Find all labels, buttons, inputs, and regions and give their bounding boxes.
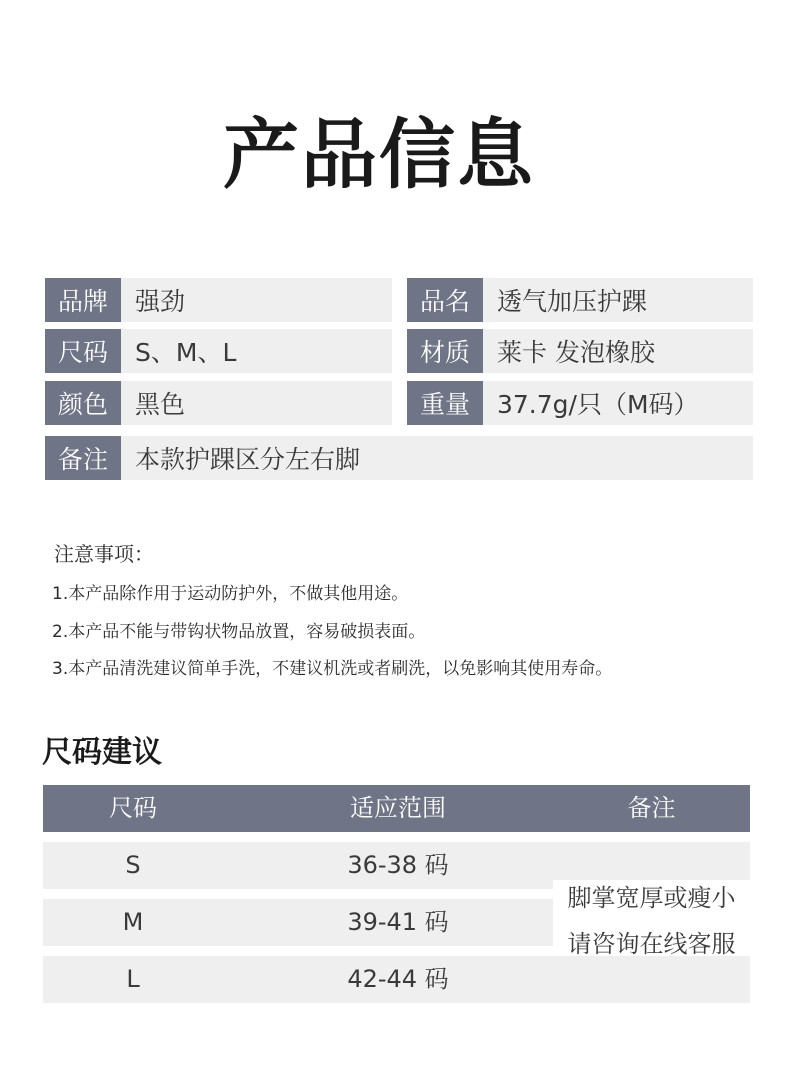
page-title-text: 产品信息	[223, 110, 535, 199]
info-remark-label: 备注	[45, 436, 121, 480]
note-item-2: 2.本产品不能与带钩状物品放置，容易破损表面。	[52, 622, 426, 642]
info-size	[45, 329, 392, 373]
header-remark: 备注	[627, 794, 676, 822]
page-title	[0, 110, 790, 200]
size-table-title: 尺码建议	[42, 735, 162, 770]
row-range: 36-38 码	[347, 851, 449, 879]
info-remark-value: 本款护踝区分左右脚	[135, 445, 361, 474]
row-size: M	[122, 908, 144, 936]
info-color	[45, 381, 392, 425]
note-item-1: 1.本产品除作用于运动防护外，不做其他用途。	[52, 584, 409, 604]
header-range: 适应范围	[350, 794, 446, 822]
info-color-value: 黑色	[135, 390, 186, 419]
note-item-3: 3.本产品清洗建议简单手洗，不建议机洗或者刷洗，以免影响其使用寿命。	[52, 659, 613, 679]
info-name-value: 透气加压护踝	[497, 287, 648, 316]
info-material-value: 莱卡 发泡橡胶	[497, 338, 655, 367]
row-size: S	[125, 851, 141, 879]
info-material	[407, 329, 753, 373]
info-name-label: 品名	[407, 278, 483, 322]
table-row	[43, 899, 553, 946]
row-range: 39-41 码	[347, 908, 449, 936]
header-size: 尺码	[109, 794, 157, 822]
info-name	[407, 278, 753, 322]
info-weight-label: 重量	[407, 381, 483, 425]
info-weight	[407, 381, 753, 425]
size-remark-line-2: 请咨询在线客服	[567, 930, 736, 958]
table-row	[43, 956, 553, 1003]
size-remark-line-1: 脚掌宽厚或瘦小	[567, 884, 736, 912]
info-remark	[45, 436, 753, 480]
info-size-label: 尺码	[45, 329, 121, 373]
info-brand	[45, 278, 392, 322]
info-size-value: S、M、L	[135, 338, 237, 367]
info-weight-value: 37.7g/只（M码）	[497, 390, 699, 419]
row-size: L	[126, 965, 140, 993]
notes-title: 注意事项：	[54, 542, 154, 566]
info-color-label: 颜色	[45, 381, 121, 425]
row-range: 42-44 码	[347, 965, 449, 993]
table-row	[43, 842, 553, 889]
info-brand-value: 强劲	[135, 287, 186, 316]
info-material-label: 材质	[407, 329, 483, 373]
info-brand-label: 品牌	[45, 278, 121, 322]
size-table-header	[43, 785, 750, 832]
